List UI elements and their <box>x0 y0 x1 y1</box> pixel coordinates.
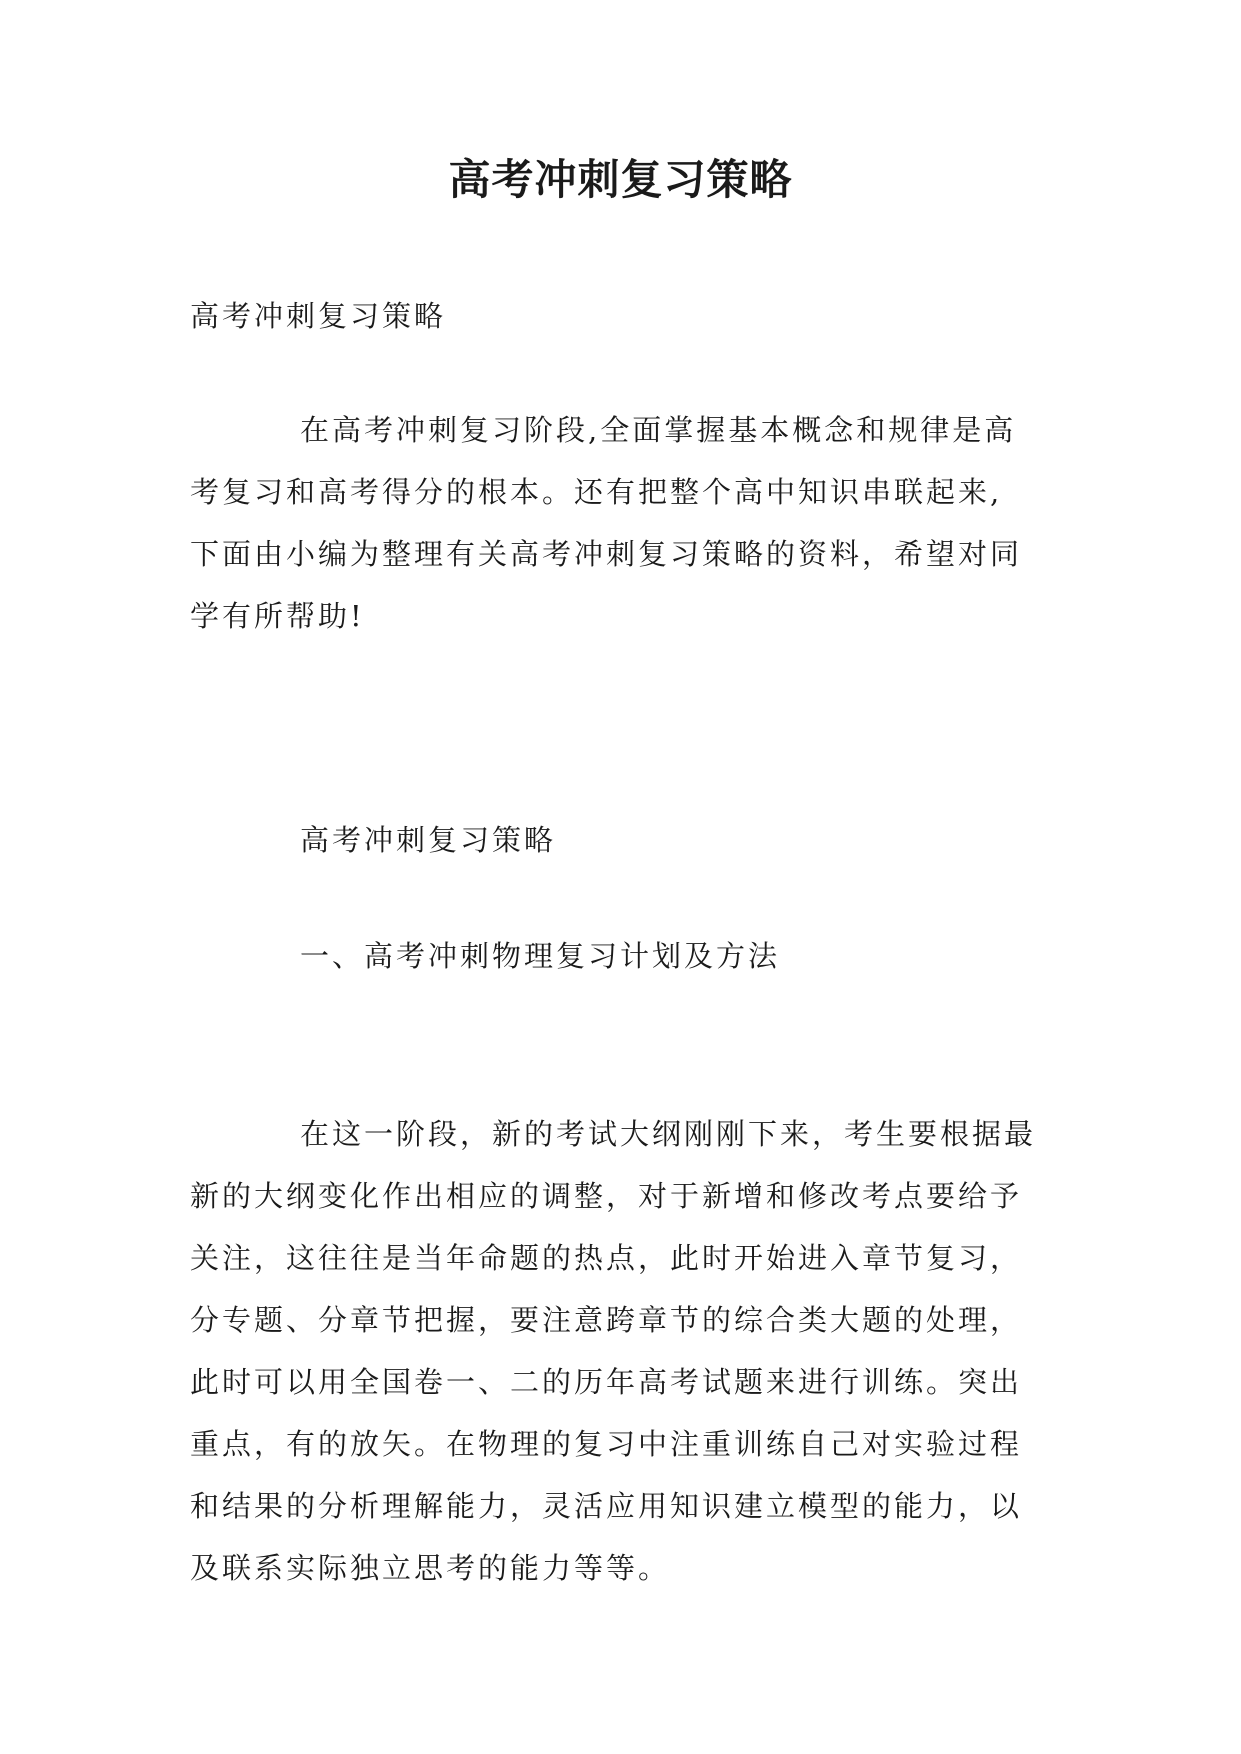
section-one-line: 分专题、分章节把握，要注意跨章节的综合类大题的处理， <box>190 1303 1023 1337</box>
section-heading: 高考冲刺复习策略 <box>300 823 557 857</box>
document-title: 高考冲刺复习策略 <box>448 155 793 204</box>
section-one-line: 关注，这往往是当年命题的热点，此时开始进入章节复习， <box>190 1241 1023 1275</box>
document-subtitle: 高考冲刺复习策略 <box>190 299 447 333</box>
section-one-line: 新的大纲变化作出相应的调整，对于新增和修改考点要给予 <box>190 1179 1023 1213</box>
intro-line: 在高考冲刺复习阶段,全面掌握基本概念和规律是高 <box>300 413 1017 447</box>
section-one-line: 及联系实际独立思考的能力等等。 <box>190 1551 671 1585</box>
section-one-line: 此时可以用全国卷一、二的历年高考试题来进行训练。突出 <box>190 1365 1023 1399</box>
section-one-line: 重点，有的放矢。在物理的复习中注重训练自己对实验过程 <box>190 1427 1023 1461</box>
intro-line: 学有所帮助! <box>190 599 365 633</box>
section-one-line: 在这一阶段，新的考试大纲刚刚下来，考生要根据最 <box>300 1117 1037 1151</box>
intro-line: 下面由小编为整理有关高考冲刺复习策略的资料，希望对同 <box>190 537 1023 571</box>
section-one-line: 和结果的分析理解能力，灵活应用知识建立模型的能力，以 <box>190 1489 1023 1523</box>
intro-line: 考复习和高考得分的根本。还有把整个高中知识串联起来, <box>190 475 1003 509</box>
section-one-title: 一、高考冲刺物理复习计划及方法 <box>300 939 781 973</box>
